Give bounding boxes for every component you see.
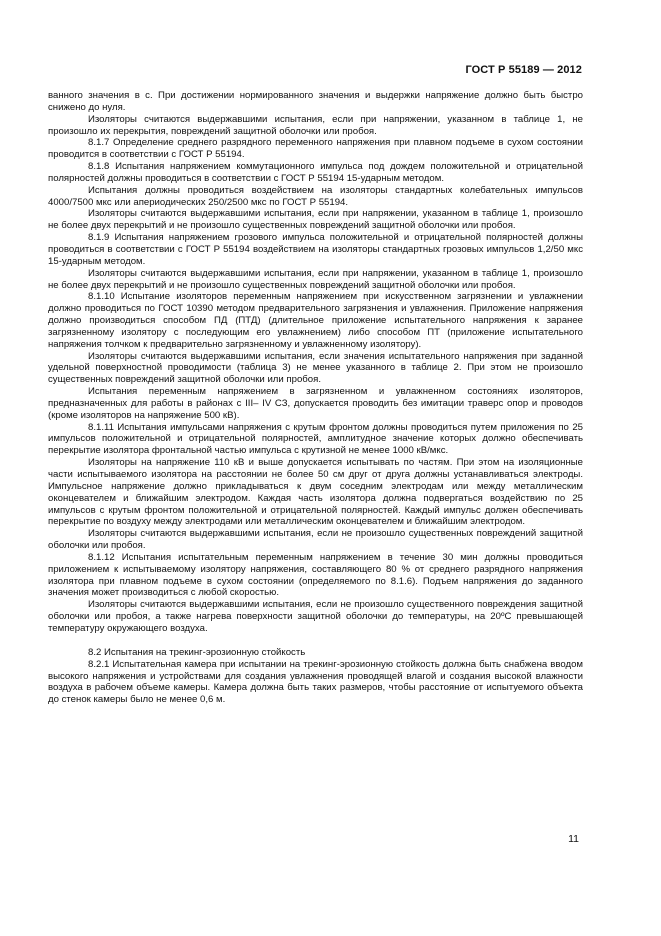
document-header: ГОСТ Р 55189 — 2012 — [465, 64, 582, 76]
paragraph: 8.1.9 Испытания напряжением грозового импульса положительной и отрицательной полярностей должны проводиться в соответствии с ГОСТ Р 55194 воздействием на изоляторы стандартных грозовых импульсов 1,2/50 мкс 15-ударным методом. — [48, 232, 583, 267]
paragraph: ванного значения в с. При достижении нормированного значения и выдержки напряжение должно быть быстро снижено до нуля. — [48, 90, 583, 113]
paragraph: Изоляторы на напряжение 110 кВ и выше допускается испытывать по частям. При этом на изоляционные части испытываемого изолятора на расстоянии не более 50 см друг от друга должны устанавливаться электроды. Импульсное напряжение должно прикладываться к двум соседним электродам или между металлическим оконцевателем и ближайшим электродом. Каждая часть изолятора должна подвергаться воздействию по 25 импульсов с крутым фронтом положительной и отрицательной полярностей. Каждый импульс должен обеспечивать перекрытие по воздуху между электродами или металлическим оконцевателем и ближайшим электродом. — [48, 457, 583, 528]
paragraph: Изоляторы считаются выдержавшими испытания, если при напряжении, указанном в таблице 1, произошло не более двух перекрытий и не произошло существенных повреждений защитной оболочки или пробоя. — [48, 208, 583, 232]
paragraph: Изоляторы считаются выдержавшими испытания, если не произошло существенного повреждения защитной оболочки или пробоя, а также нагрева поверхности защитной оболочки до температуры, на 20ºС превышающей температуру окружающего воздуха. — [48, 599, 583, 634]
paragraph: Изоляторы считаются выдержавшими испытания, если при напряжении, указанном в таблице 1, произошло не более двух перекрытий и не произошло существенных повреждений защитной оболочки или пробоя. — [48, 267, 583, 291]
paragraph: 8.1.8 Испытания напряжением коммутационного импульса под дождем положительной и отрицательной полярностей должны проводиться в соответствии с ГОСТ Р 55194 15-ударным методом. — [48, 161, 583, 184]
paragraph: 8.1.12 Испытания испытательным переменным напряжением в течение 30 мин должны проводиться приложением к испытываемому изолятору напряжения, составляющего 80 % от среднего разрядного напряжения изолятора при плавном подъеме в сухом состоянии (определяемого по 8.1.6). Подъем напряжения до заданного значения может производиться с любой скоростью. — [48, 551, 583, 599]
paragraph: Изоляторы считаются выдержавшими испытания, если при напряжении, указанном в таблице 1, не произошло их перекрытия, повреждений защитной оболочки или пробоя. — [48, 113, 583, 137]
paragraph: 8.1.11 Испытания импульсами напряжения с крутым фронтом должны проводиться путем приложения по 25 импульсов положительной и отрицательной полярностей, амплитудное значение которых должно обеспечивать перекрытие изолятора фронтальной частью импульса с крутизной не менее 1000 кВ/мкс. — [48, 421, 583, 457]
paragraph: 8.1.7 Определение среднего разрядного переменного напряжения при плавном подъеме в сухом состоянии проводится в соответствии с ГОСТ Р 55194. — [48, 137, 583, 161]
page-number: 11 — [568, 833, 579, 845]
page-body — [48, 90, 583, 706]
paragraph: Изоляторы считаются выдержавшими испытания, если не произошло существенных повреждений защитной оболочки или пробоя. — [48, 528, 583, 552]
paragraph: Испытания должны проводиться воздействием на изоляторы стандартных колебательных импульсов 4000/7500 мкс или апериодических 250/2500 мкс по ГОСТ Р 55194. — [48, 184, 583, 208]
paragraph: 8.1.10 Испытание изоляторов переменным напряжением при искусственном загрязнении и увлажнении должно проводиться по ГОСТ 10390 методом предварительного загрязнения и увлажнения. Приложение напряжения должно производиться способом ПД (ПТД) (длительное приложение испытательного напряжения к заранее загрязненному изолятору с последующим его увлажнением) либо способом ПТ (приложение испытательного напряжения толчком к предварительно загрязненному и увлажненному изолятору). — [48, 291, 583, 350]
paragraph: Испытания переменным напряжением в загрязненном и увлажненном состояниях изоляторов, предназначенных для работы в районах с III– IV СЗ, допускается проводить без имитации траверс опор и проводов (кроме изоляторов на напряжение 500 кВ). — [48, 386, 583, 421]
section-heading: 8.2 Испытания на трекинг-эрозионную стойкость — [88, 646, 306, 658]
paragraph: 8.2.1 Испытательная камера при испытании на трекинг-эрозионную стойкость должна быть снабжена вводом высокого напряжения и устройствами для создания увлажнения проводящей влагой и создания высокой влажности воздуха в рабочем объеме камеры. Камера должна быть таких размеров, чтобы расстояние от испытуемого объекта до стенок камеры было не менее 0,6 м. — [48, 658, 583, 706]
paragraph: Изоляторы считаются выдержавшими испытания, если значения испытательного напряжения при заданной удельной поверхностной проводимости (таблица 3) не менее указанного в таблице 2. При этом не произошло существенных повреждений защитной оболочки или пробоя. — [48, 350, 583, 386]
